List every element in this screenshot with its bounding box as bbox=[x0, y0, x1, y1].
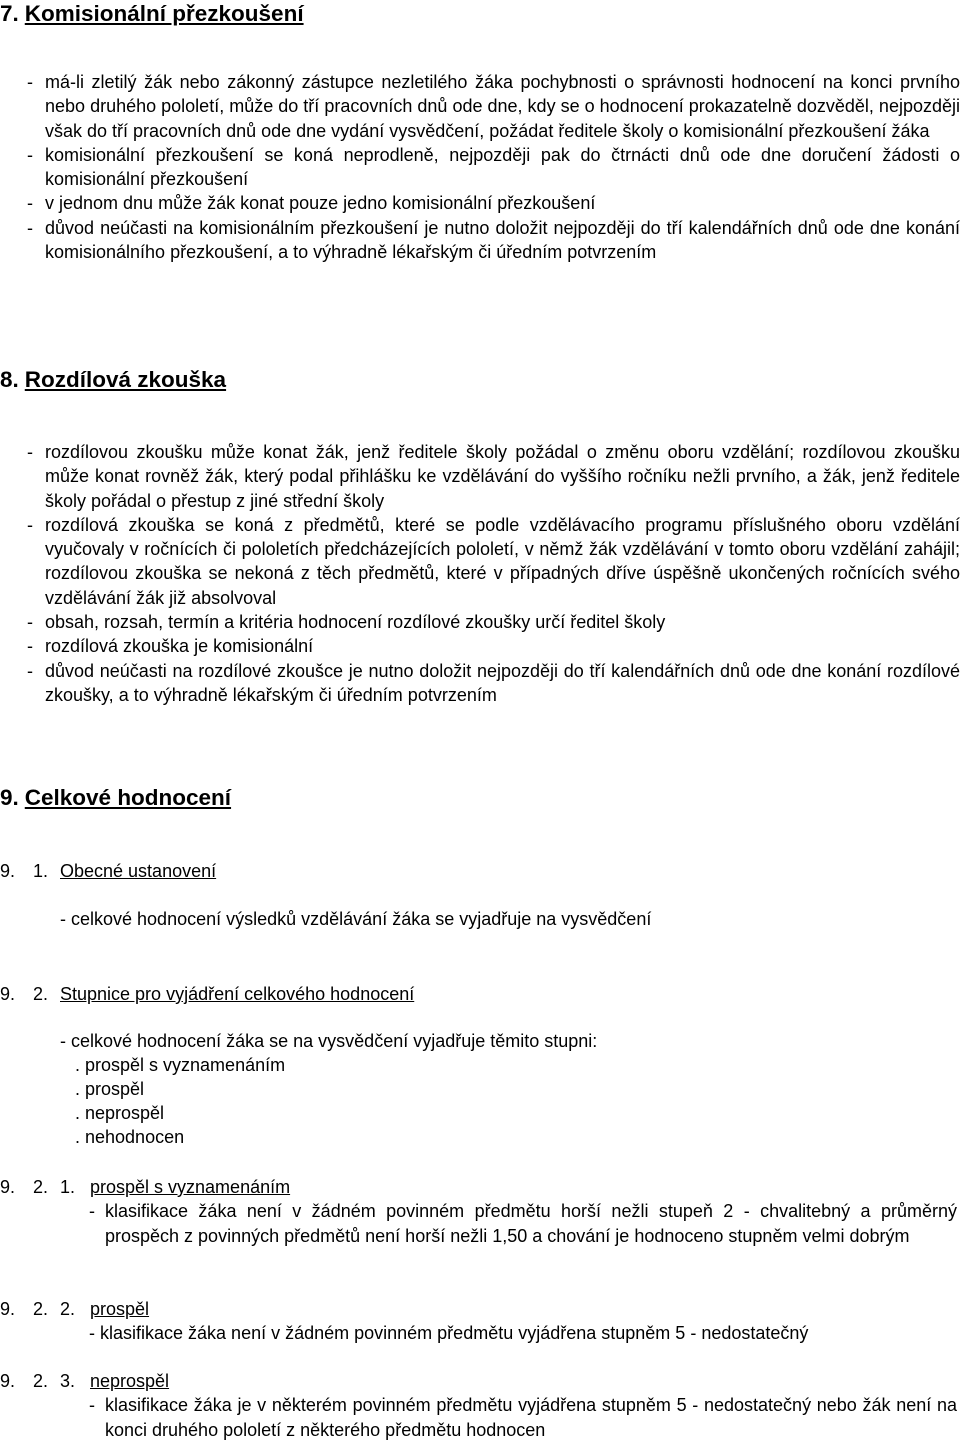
list-item: - klasifikace žáka není v žádném povinném předmětu vyjádřena stupněm 5 - nedostatečný bbox=[89, 1323, 809, 1343]
subsection-9-2-1-list bbox=[89, 1199, 957, 1248]
list-item: - obsah, rozsah, termín a kritéria hodnocení rozdílové zkoušky určí ředitel školy bbox=[27, 612, 666, 633]
list-item: - klasifikace žáka není v žádném povinném předmětu horší nežli stupeň 2 - chvalitebný a průměrný prospěch z povinných předmětů není horší nežli 1,50 a chování je hodnoceno stupněm velmi dobrým bbox=[89, 1201, 957, 1246]
grade-item: . nehodnocen bbox=[75, 1127, 185, 1147]
section-8-heading bbox=[0, 366, 226, 394]
section-7-title: Komisionální přezkoušení bbox=[24, 1, 304, 26]
section-9-heading bbox=[0, 784, 231, 812]
section-9-title: Celkové hodnocení bbox=[24, 785, 232, 810]
grade-item: . neprospěl bbox=[75, 1103, 165, 1123]
subsection-9-2-1-title: prospěl s vyznamenáním bbox=[90, 1177, 291, 1197]
subsection-9-2-2-title: prospěl bbox=[90, 1299, 150, 1319]
list-item: - celkové hodnocení žáka se na vysvědčení vyjadřuje těmito stupni: bbox=[60, 1031, 598, 1051]
section-9-number: 9. bbox=[0, 785, 19, 810]
grade-item: . prospěl bbox=[75, 1079, 145, 1099]
grade-item: . prospěl s vyznamenáním bbox=[75, 1055, 286, 1075]
list-item: - celkové hodnocení výsledků vzdělávání žáka se vyjadřuje na vysvědčení bbox=[60, 909, 652, 929]
list-item: - komisionální přezkoušení se koná neprodleně, nejpozději pak do čtrnácti dnů ode dne doručení žádosti o komisionální přezkoušení bbox=[27, 144, 960, 190]
list-item: - má-li zletilý žák nebo zákonný zástupce nezletilého žáka pochybnosti o správnosti hodnocení na konci prvního nebo druhého pololetí, může do tří pracovních dnů ode dne, kdy se o hodnocení prokazatelně dozvěděl, nejpozději však do tří pracovních dnů ode dne vydání vysvědčení, požádat ředitele školy o komisionální přezkoušení žáka bbox=[27, 72, 960, 141]
list-item: - rozdílovou zkoušku může konat žák, jenž ředitele školy požádal o změnu oboru vzdělání; rozdílovou zkoušku může konat rovněž žák, který podal přihlášku ke vzdělávání do vyššího ročníku nežli prvního, a žák, jenž ředitele školy pořádal o přestup z jiné střední školy bbox=[27, 442, 960, 511]
subsection-9-2-2-heading: 9. 2. 2. prospěl bbox=[0, 1299, 150, 1319]
subsection-9-1-title: Obecné ustanovení bbox=[60, 861, 217, 881]
list-item: - rozdílová zkouška je komisionální bbox=[27, 636, 314, 657]
subsection-9-2-title: Stupnice pro vyjádření celkového hodnocení bbox=[60, 984, 415, 1004]
section-8-list bbox=[0, 440, 960, 707]
list-item: - klasifikace žáka je v některém povinném předmětu vyjádřena stupněm 5 - nedostatečný nebo žák není na konci druhého pololetí z některého předmětu hodnocen bbox=[89, 1395, 957, 1440]
section-7-list bbox=[0, 70, 960, 264]
subsection-9-2-3-list bbox=[89, 1393, 957, 1442]
subsection-9-2-1-heading: 9. 2. 1. prospěl s vyznamenáním bbox=[0, 1177, 291, 1197]
subsection-9-1-heading: 9. 1. Obecné ustanovení bbox=[0, 861, 217, 881]
list-item: - rozdílová zkouška se koná z předmětů, které se podle vzdělávacího programu příslušného oboru vzdělání vyučovaly v ročnících či pololetích předcházejících pololetí, v němž žák vzdělávání v tomto oboru vzdělání zahájil; rozdílovou zkouška se nekoná z těch předmětů, které v případných dříve úspěšně ukončených ročnících svého vzdělávání žák již absolvoval bbox=[27, 514, 960, 608]
section-7-number: 7. bbox=[0, 1, 19, 26]
section-8-number: 8. bbox=[0, 367, 19, 392]
list-item: - důvod neúčasti na komisionálním přezkoušení je nutno doložit nejpozději do tří kalendářních dnů ode dne konání komisionálního přezkoušení, a to výhradně lékařským či úředním potvrzením bbox=[27, 217, 960, 263]
list-item: - v jednom dnu může žák konat pouze jedno komisionální přezkoušení bbox=[27, 193, 596, 214]
section-7-heading bbox=[0, 0, 304, 28]
subsection-9-2-3-title: neprospěl bbox=[90, 1371, 170, 1391]
subsection-9-2-3-heading: 9. 2. 3. neprospěl bbox=[0, 1371, 170, 1391]
section-8-title: Rozdílová zkouška bbox=[24, 367, 227, 392]
list-item: - důvod neúčasti na rozdílové zkoušce je nutno doložit nejpozději do tří kalendářních dnů ode dne konání rozdílové zkoušky, a to výhradně lékařským či úředním potvrzením bbox=[27, 660, 960, 705]
subsection-9-2-heading: 9. 2. Stupnice pro vyjádření celkového hodnocení bbox=[0, 984, 415, 1004]
